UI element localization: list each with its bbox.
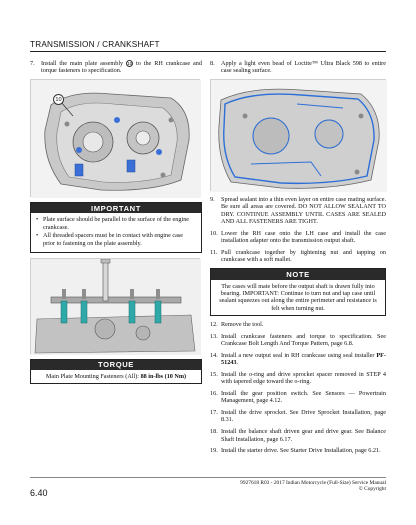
step-11 — [210, 249, 386, 264]
plate-spacers-illustration — [31, 259, 201, 355]
important-list — [36, 216, 196, 247]
step-text: Spread sealant into a thin even layer on entire case mating surface. Be sure all areas are covered. DO NOT ALLOW SEALANT TO DRY. CONTINUE ASSEMBLY UNTIL CASES ARE SEALED AND ALL FASTENERS ARE TIGHT. — [221, 196, 386, 225]
step-text: Pull crankcase together by tightening nut and tapping on crankcase with a soft mallet. — [221, 248, 386, 264]
footer-manual-info — [240, 480, 386, 493]
note-callout — [210, 268, 386, 315]
step-19 — [210, 447, 386, 454]
step-13 — [210, 333, 386, 348]
step-7 — [30, 60, 202, 75]
list-item: • Plate surface should be parallel to the surface of the engine crankcase. — [36, 216, 190, 231]
step-15 — [210, 371, 386, 386]
torque-callout — [30, 359, 202, 385]
step-text: Install the main plate assembly 10 to the RH crankcase and torque fasteners to specification. — [41, 60, 202, 75]
tool-number: PF-51243 — [221, 351, 386, 367]
step-number: 17. — [210, 409, 218, 417]
footer-rule — [30, 477, 386, 478]
figure-callout-10: 10 — [53, 94, 64, 105]
step-number: 18. — [210, 428, 218, 436]
crankcase-sealant-illustration — [211, 80, 387, 192]
step-number: 14. — [210, 351, 218, 359]
step-number: 7. — [30, 60, 35, 67]
step-text: Install crankcase fasteners and torque to specification. See Crankcase Bolt Length And Torque Pattern, page 6.8. — [221, 332, 386, 348]
important-title: IMPORTANT — [31, 203, 201, 213]
step-text: Remove the tool. — [221, 320, 264, 328]
page-number: 6.40 — [30, 488, 48, 498]
step-8 — [210, 60, 386, 75]
step-number: 9. — [210, 196, 215, 204]
step-number: 10. — [210, 229, 218, 237]
list-item: • All threaded spacers must be in contact with engine case prior to fastening on the plate assembly. — [36, 232, 184, 247]
step-text: Install the o-ring and drive sprocket spacer removed in STEP 4 with tapered edge toward the o-ring. — [221, 370, 386, 386]
step-18 — [210, 428, 386, 443]
step-9 — [210, 196, 386, 225]
step-text: Install the balance shaft driven gear and drive gear. See Balance Shaft Installation, page 6.17. — [221, 428, 386, 443]
step-number: 12. — [210, 320, 218, 328]
torque-title: TORQUE — [31, 360, 201, 370]
step-text: Install a new output seal in RH crankcase using seal installer PF-51243. — [221, 351, 386, 367]
step-number: 8. — [210, 60, 215, 67]
bullet-icon: • — [36, 216, 39, 224]
step-number: 16. — [210, 390, 218, 398]
note-body: The cases will mate before the output shaft is drawn fully into bearing. IMPORTANT: Continue to turn nut and tap case until sealant squeezes out along the entire perimeter and resistance is felt when turning nut. — [219, 282, 377, 312]
step-16 — [210, 390, 386, 405]
step-number: 11. — [210, 248, 218, 256]
important-callout — [30, 202, 202, 252]
note-title: NOTE — [211, 269, 385, 279]
figure-sealant-bead — [210, 79, 386, 191]
page-header: TRANSMISSION / CRANKSHAFT — [30, 40, 160, 49]
step-14 — [210, 352, 386, 367]
step-12 — [210, 321, 386, 328]
step-text: Install the drive sprocket. See Drive Sprocket Installation, page 8.31. — [221, 409, 386, 424]
header-rule — [30, 51, 386, 52]
right-column — [210, 60, 386, 459]
step-text: Install the starter drive. See Starter Drive Installation, page 6.21. — [221, 447, 381, 455]
torque-body: Main Plate Mounting Fasteners (All): 88 in-lbs (10 Nm) — [45, 372, 187, 380]
step-text: Lower the RH case onto the LH case and install the case installation adapter onto the transmission output shaft. — [221, 229, 386, 245]
left-column — [30, 60, 202, 389]
step-text: Apply a light even bead of Loctite™ Ultra Black 598 to entire case sealing surface. — [221, 60, 386, 75]
figure-plate-with-spacers — [30, 258, 200, 354]
callout-10-badge: 10 — [127, 61, 133, 67]
copyright: © Copyright — [358, 486, 386, 493]
step-text: Install the gear position switch. See Sensors — Powertrain Management, page 4.12. — [221, 390, 386, 405]
step-17 — [210, 409, 386, 424]
step-10 — [210, 230, 386, 245]
step-number: 15. — [210, 370, 218, 378]
torque-value: 88 in-lbs (10 Nm) — [140, 372, 187, 380]
step-number: 19. — [210, 447, 218, 455]
figure-main-plate-assembly — [30, 79, 200, 197]
step-number: 13. — [210, 332, 218, 340]
bullet-icon: • — [36, 232, 39, 240]
important-body — [31, 213, 201, 251]
manual-title: 9927618 R03 - 2017 Indian Motorcycle (Full-Size) Service Manual — [240, 480, 386, 486]
